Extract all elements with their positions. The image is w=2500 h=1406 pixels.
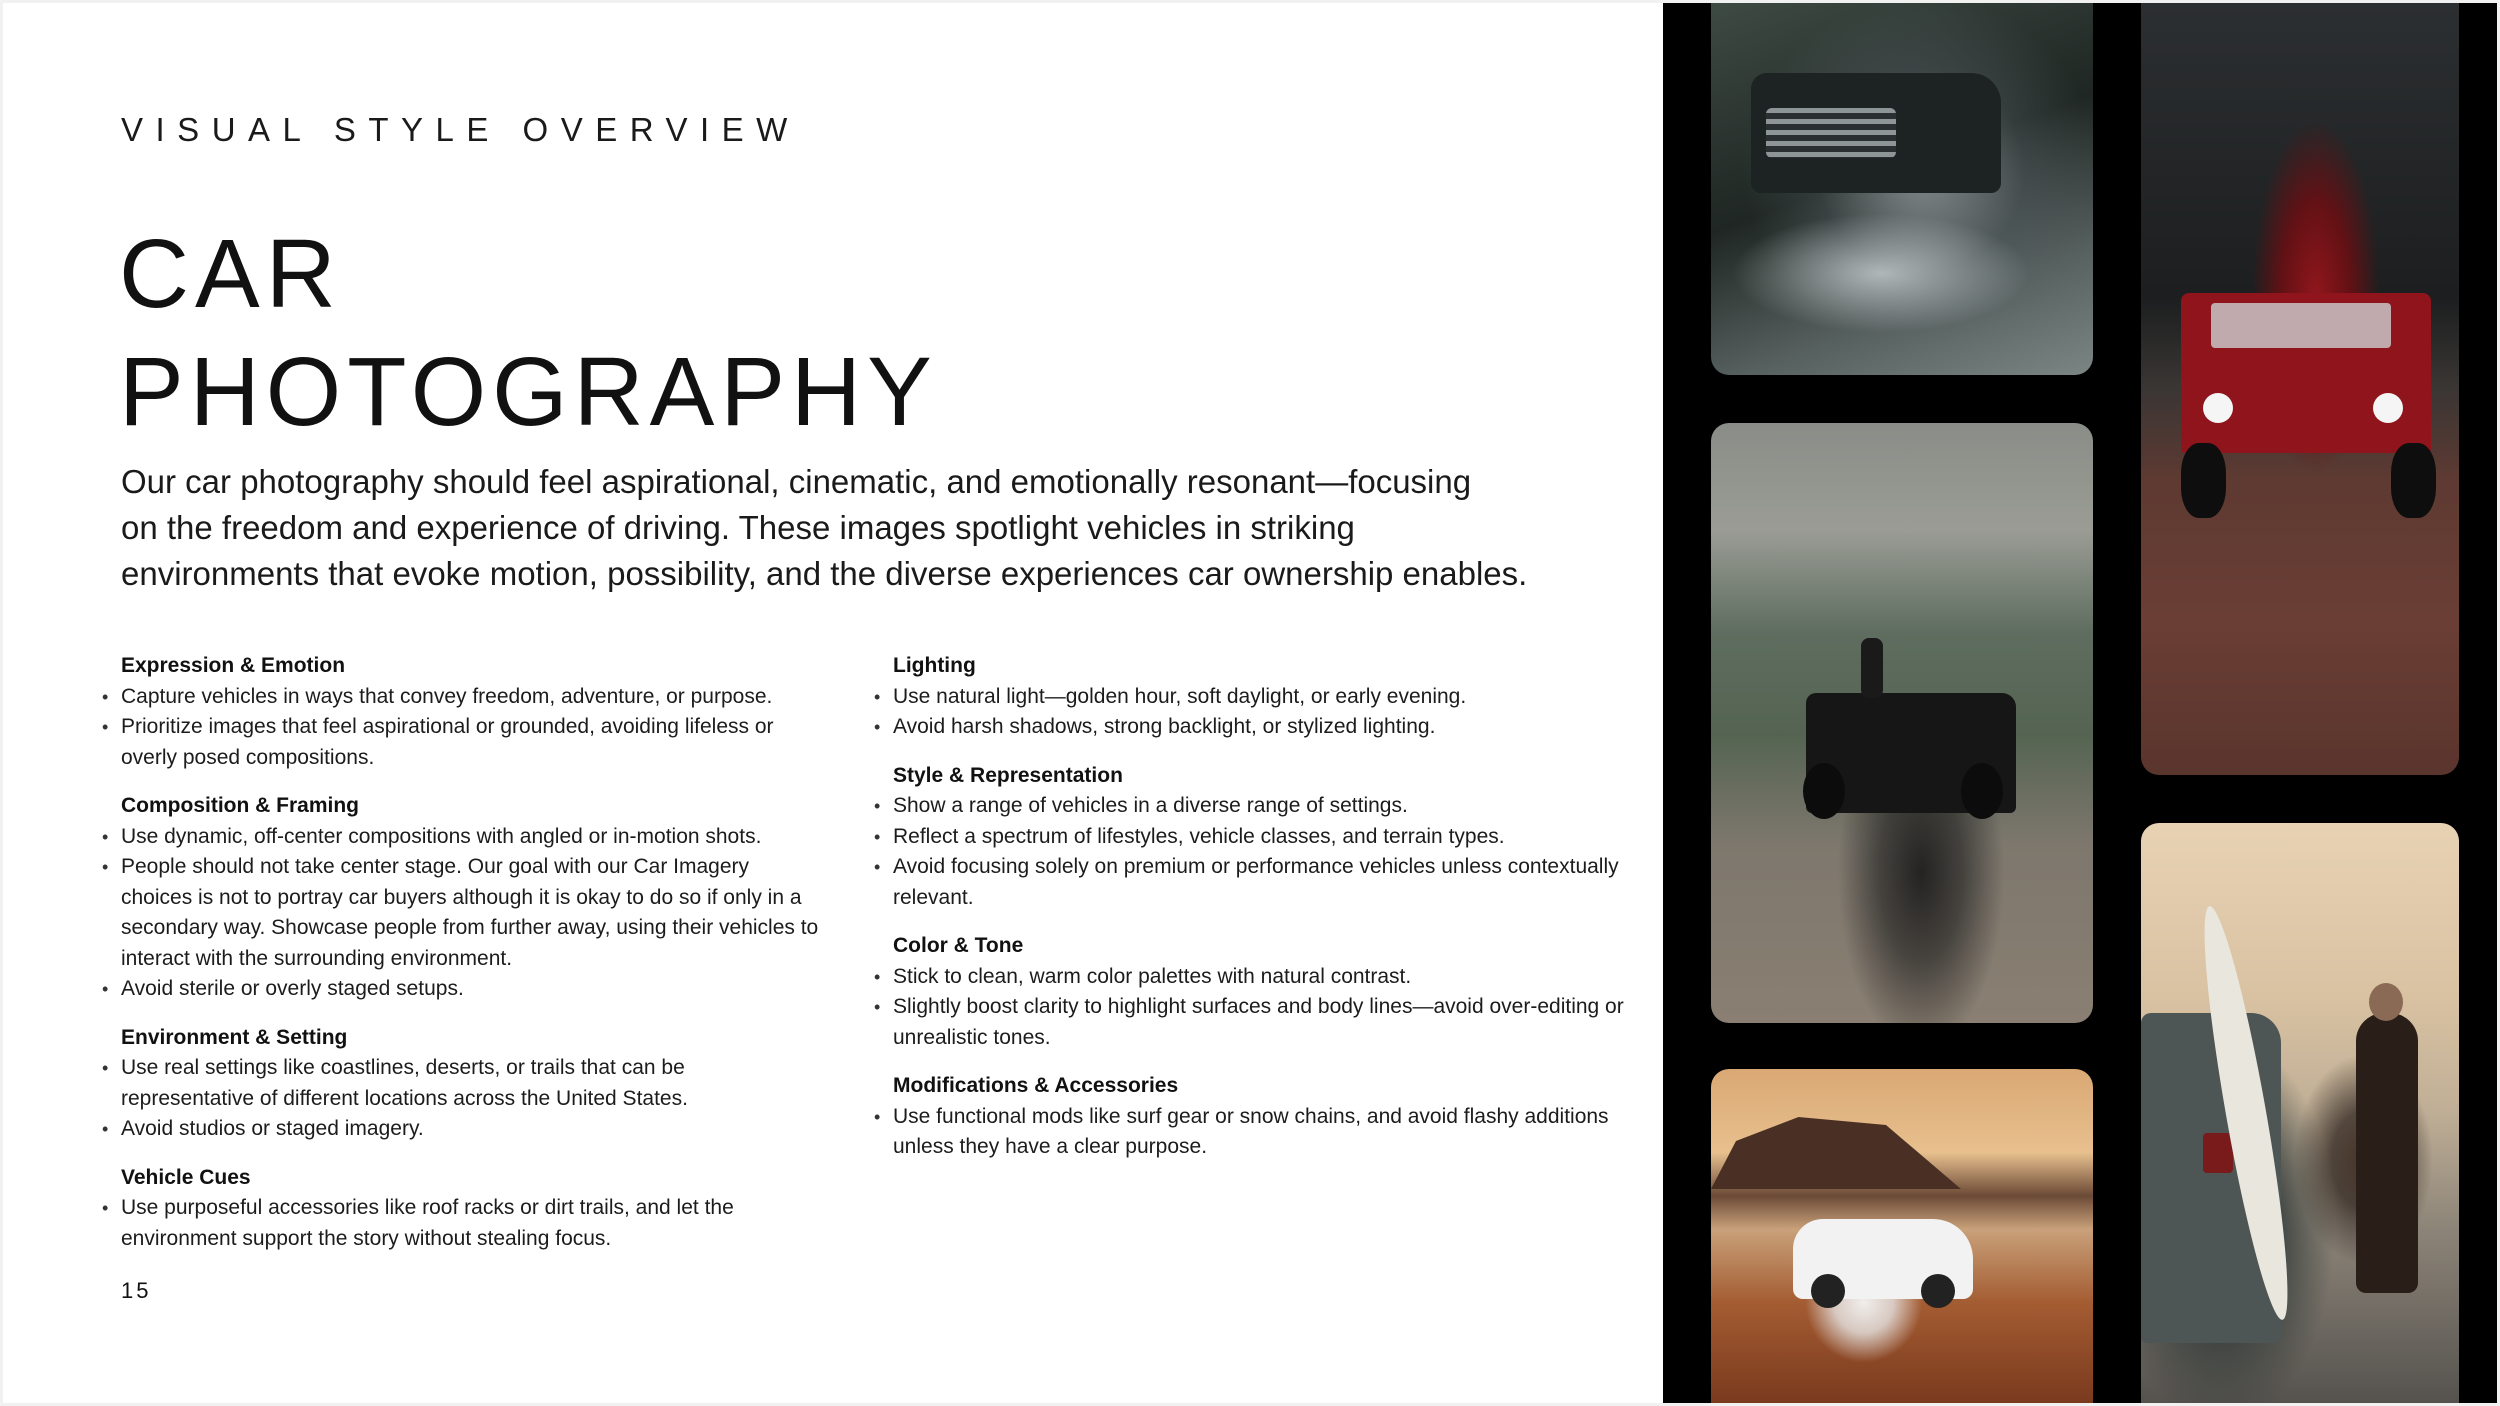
sedan-coast-photo	[1711, 1069, 2093, 1403]
guideline-section	[121, 1163, 821, 1255]
bullet-list	[121, 1053, 821, 1145]
intro-line-2: on the freedom and experience of driving. These images spotlight vehicles in striking	[121, 509, 1355, 546]
bullet-item: • Avoid focusing solely on premium or performance vehicles unless contextually relevant.	[893, 852, 1653, 913]
bullet-item: • Use dynamic, off-center compositions with angled or in-motion shots.	[121, 822, 821, 853]
guideline-section	[893, 761, 1653, 914]
section-heading: Vehicle Cues	[121, 1165, 251, 1189]
bullet-item: • Avoid studios or staged imagery.	[121, 1114, 821, 1145]
bullet-list	[893, 791, 1653, 913]
bullet-item: • Prioritize images that feel aspirational or grounded, avoiding lifeless or overly posed compositions.	[121, 712, 821, 773]
guideline-section	[121, 1023, 821, 1145]
defender-street-photo	[2141, 3, 2459, 775]
bullet-list	[893, 962, 1653, 1054]
bullet-item: • Use purposeful accessories like roof racks or dirt trails, and let the environment support the story without stealing focus.	[121, 1193, 821, 1254]
bullet-list	[893, 682, 1653, 743]
guideline-section	[121, 651, 821, 773]
section-heading: Expression & Emotion	[121, 654, 346, 677]
suv-surfer-photo	[2141, 823, 2459, 1403]
bullet-item: • Stick to clean, warm color palettes with natural contrast.	[893, 962, 1653, 993]
intro-paragraph	[121, 459, 1528, 597]
bullet-item: • Use functional mods like surf gear or snow chains, and avoid flashy additions unless they have a clear purpose.	[893, 1102, 1653, 1163]
bullet-list	[121, 822, 821, 1005]
bullet-item: • Avoid harsh shadows, strong backlight, or stylized lighting.	[893, 712, 1653, 743]
section-heading: Lighting	[893, 654, 976, 677]
section-heading: Modifications & Accessories	[893, 1074, 1179, 1097]
bullet-item: • Reflect a spectrum of lifestyles, vehicle classes, and terrain types.	[893, 822, 1653, 853]
section-heading: Composition & Framing	[121, 794, 359, 817]
bullet-item: • People should not take center stage. Our goal with our Car Imagery choices is not to portray car buyers although it is okay to do so if only in a secondary way. Showcase people from further away, using their vehicles to interact with the surrounding environment.	[121, 852, 821, 974]
title-line-2: PHOTOGRAPHY	[119, 337, 938, 446]
truck-splash-photo	[1711, 3, 2093, 375]
intro-line-1: Our car photography should feel aspirational, cinematic, and emotionally resonant—focusing	[121, 463, 1472, 500]
section-heading: Style & Representation	[893, 763, 1123, 787]
photo-collage	[1663, 3, 2497, 1403]
bullet-item: • Use real settings like coastlines, deserts, or trails that can be representative of different locations across the United States.	[121, 1053, 821, 1114]
bullet-list	[121, 682, 821, 774]
intro-line-3: environments that evoke motion, possibility, and the diverse experiences car ownership enables.	[121, 555, 1528, 592]
section-heading: Environment & Setting	[121, 1025, 348, 1049]
bullet-item: • Avoid sterile or overly staged setups.	[121, 974, 821, 1005]
bullet-list	[893, 1102, 1653, 1163]
guideline-section	[893, 931, 1653, 1053]
guidelines-right-column	[893, 651, 1653, 1181]
page-title	[119, 215, 938, 451]
section-overline: VISUAL STYLE OVERVIEW	[121, 111, 800, 148]
title-line-1: CAR	[119, 219, 342, 328]
slide-page	[3, 3, 2497, 1403]
bullet-item: • Capture vehicles in ways that convey freedom, adventure, or purpose.	[121, 682, 821, 713]
bullet-item: • Slightly boost clarity to highlight surfaces and body lines—avoid over-editing or unrealistic tones.	[893, 992, 1653, 1053]
guideline-section	[893, 1071, 1653, 1163]
guidelines-left-column	[121, 651, 821, 1272]
page-number: 15	[121, 1278, 152, 1303]
bullet-item: • Use natural light—golden hour, soft daylight, or early evening.	[893, 682, 1653, 713]
section-heading: Color & Tone	[893, 934, 1024, 957]
guideline-section	[893, 651, 1653, 743]
bullet-list	[121, 1193, 821, 1254]
jeep-mountain-photo	[1711, 423, 2093, 1023]
guideline-section	[121, 791, 821, 1005]
bullet-item: • Show a range of vehicles in a diverse range of settings.	[893, 791, 1653, 822]
